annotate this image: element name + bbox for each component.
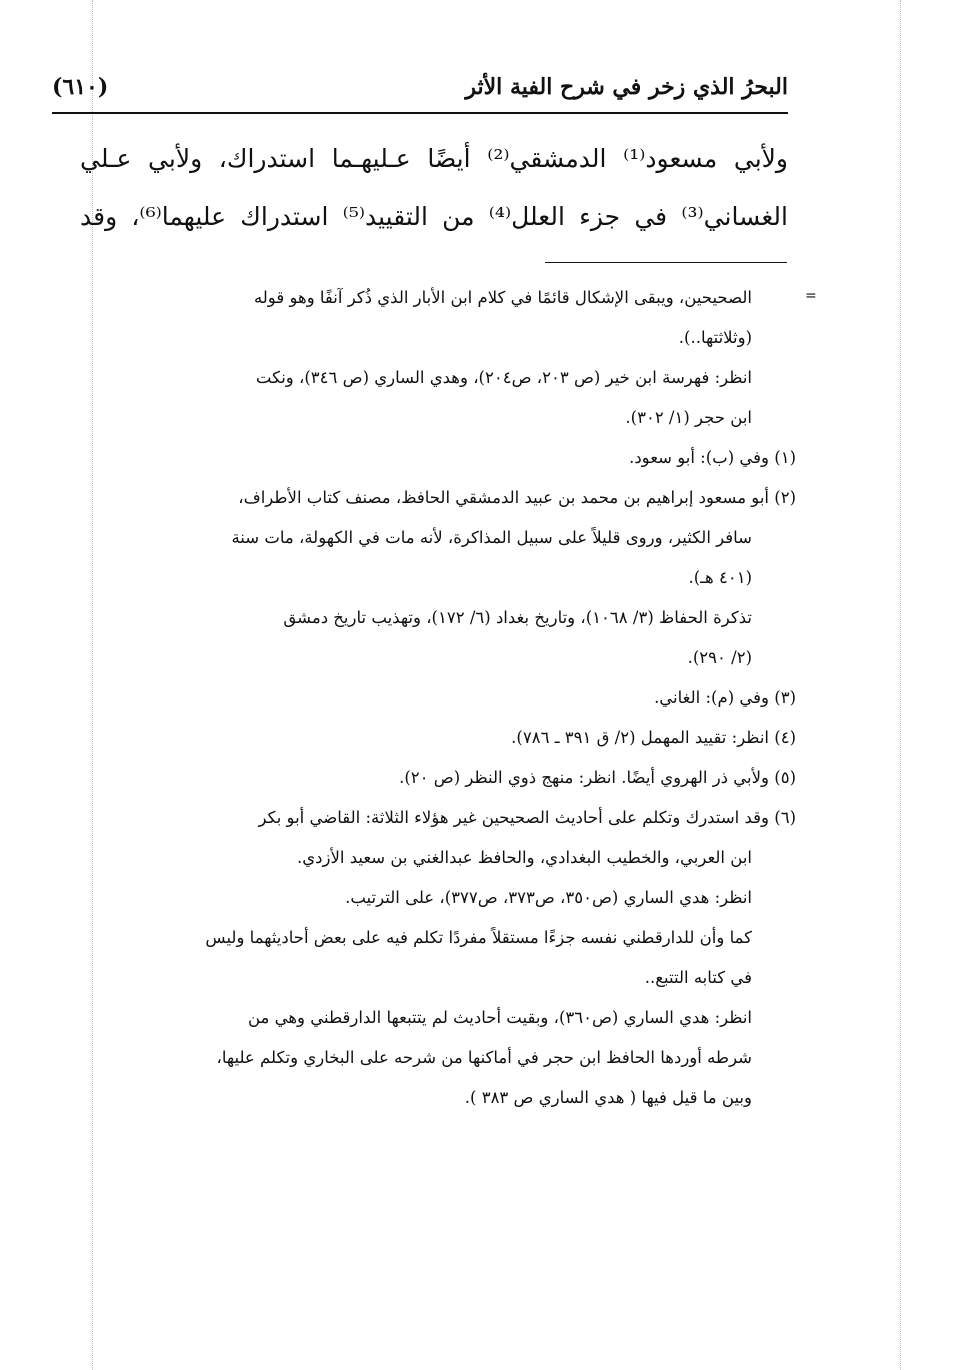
- footnote-line: سافر الكثير، وروى قليلاً على سبيل المذاكرة، لأنه مات في الكهولة، مات سنة: [231, 528, 752, 547]
- footnote-line: في كتابه التتبع..: [644, 968, 752, 987]
- footnote-line: شرطه أوردها الحافظ ابن حجر في أماكنها من شرحه على البخاري وتكلم عليها،: [216, 1048, 752, 1067]
- main-line: الغساني⁽³⁾ في جزء العلل⁽⁴⁾ من التقييد⁽⁵⁾ استدراك عليهما⁽⁶⁾، وقد: [80, 202, 788, 231]
- page-number: (٦١٠): [52, 74, 109, 100]
- running-title: البحرُ الذي زخر في شرح الفية الأثر: [465, 74, 788, 100]
- footnote-6: (٦) وقد استدرك وتكلم على أحاديث الصحيحين غير هؤلاء الثلاثة: القاضي أبو بكر: [258, 808, 796, 827]
- footnote-5: (٥) ولأبي ذر الهروي أيضًا. انظر: منهج ذوي النظر (ص ٢٠).: [399, 768, 796, 787]
- footnote-line: وبين ما قيل فيها ( هدي الساري ص ٣٨٣ ).: [464, 1088, 752, 1107]
- main-text: [80, 130, 788, 246]
- footnote-line: تذكرة الحفاظ (٣/ ١٠٦٨)، وتاريخ بغداد (٦/ ١٧٢)، وتهذيب تاريخ دمشق: [283, 608, 752, 627]
- footnotes: [80, 278, 796, 1118]
- footnote-line: (٢/ ٢٩٠).: [687, 648, 752, 667]
- header-rule: [52, 112, 788, 114]
- footnote-line: ابن العربي، والخطيب البغدادي، والحافظ عبدالغني بن سعيد الأزدي.: [296, 848, 752, 867]
- footnote-line: انظر: هدي الساري (ص٣٥٠، ص٣٧٣، ص٣٧٧)، على الترتيب.: [345, 888, 752, 907]
- footnote-line: الصحيحين، ويبقى الإشكال قائمًا في كلام ابن الأبار الذي ذُكر آنفًا وهو قوله: [253, 288, 752, 307]
- footnote-line: ابن حجر (١/ ٣٠٢).: [625, 408, 752, 427]
- footnote-separator: [545, 262, 787, 263]
- footnote-line: (وثلاثتها..).: [678, 328, 752, 347]
- footnote-line: انظر: فهرسة ابن خير (ص ٢٠٣، ص٢٠٤)، وهدي الساري (ص ٣٤٦)، ونكت: [255, 368, 752, 387]
- footnote-3: (٣) وفي (م): الغاني.: [654, 688, 796, 707]
- footnote-1: (١) وفي (ب): أبو سعود.: [629, 448, 796, 467]
- footnote-line: انظر: هدي الساري (ص٣٦٠)، وبقيت أحاديث لم يتتبعها الدارقطني وهي من: [247, 1008, 752, 1027]
- footnote-2: (٢) أبو مسعود إبراهيم بن محمد بن عبيد الدمشقي الحافظ، مصنف كتاب الأطراف،: [238, 488, 796, 507]
- footnote-line: (٤٠١ هـ).: [688, 568, 752, 587]
- page-header: [52, 74, 788, 106]
- scan-edge-right: [900, 0, 901, 1370]
- footnote-4: (٤) انظر: تقييد المهمل (٢/ ق ٣٩١ ـ ٧٨٦).: [511, 728, 796, 747]
- footnote-line: كما وأن للدارقطني نفسه جزءًا مستقلاً مفردًا تكلم فيه على بعض أحاديثهما وليس: [205, 928, 752, 947]
- continuation-marker: =: [805, 288, 817, 304]
- main-line: ولأبي مسعود⁽¹⁾ الدمشقي⁽²⁾ أيضًا عـليهـما استدراك، ولأبي عـلي: [80, 144, 788, 173]
